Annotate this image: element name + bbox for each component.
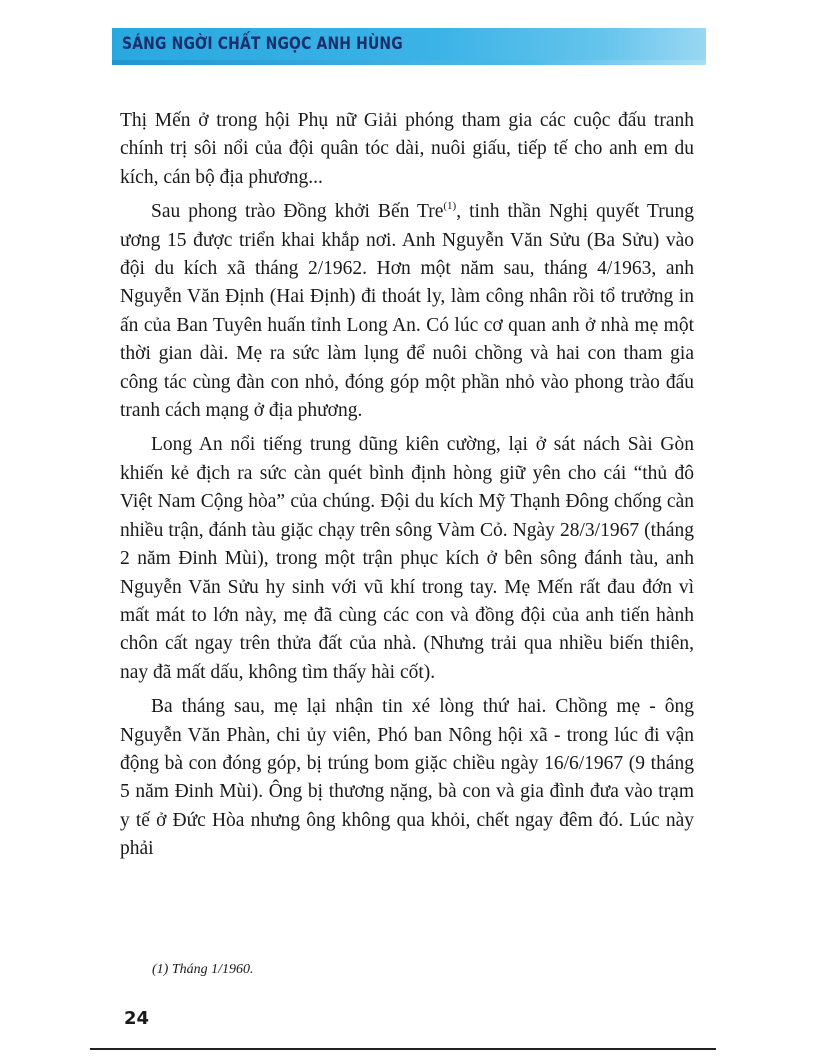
paragraph-ba-thang-sau: Ba tháng sau, mẹ lại nhận tin xé lòng thứ hai. Chồng mẹ - ông Nguyễn Văn Phàn, chi ủy viên, Phó ban Nông hội xã - trong lúc đi vận động bà con đóng góp, bị trúng bom giặc chiều ngày 16/6/1967 (9 tháng 5 năm Đinh Mùi). Ông bị thương nặng, bà con và gia đình đưa vào trạm y tế ở Đức Hòa nhưng ông không qua khỏi, chết ngay đêm đó. Lúc này phải [120,696,694,860]
paragraph-text: , tinh thần Nghị quyết Trung ương 15 được triển khai khắp nơi. Anh Nguyễn Văn Sửu (Ba Sửu) vào đội du kích xã tháng 2/1962. Hơn một năm sau, tháng 4/1963, anh Nguyễn Văn Định (Hai Định) đi thoát ly, làm công nhân rồi tổ trưởng in ấn của Ban Tuyên huấn tỉnh Long An. Có lúc cơ quan anh ở nhà mẹ một thời gian dài. Mẹ ra sức làm lụng để nuôi chồng và hai con tham gia công tác cùng đàn con nhỏ, đóng góp một phần nhỏ vào phong trào đấu tranh cách mạng ở địa phương. [120,201,694,422]
page-number: 24 [124,1008,150,1029]
running-header-title: SÁNG NGỜI CHẤT NGỌC ANH HÙNG [122,34,403,54]
running-header-band [112,28,706,62]
paragraph-continuation: Thị Mến ở trong hội Phụ nữ Giải phóng tham gia các cuộc đấu tranh chính trị sôi nổi của đội quân tóc dài, nuôi giấu, tiếp tế cho anh em du kích, cán bộ địa phương... [120,110,694,188]
bottom-rule [90,1048,716,1050]
footnote: (1) Tháng 1/1960. [152,962,254,977]
paragraph-dong-khoi [120,198,694,425]
footnote-marker: (1) [443,200,457,213]
paragraph-long-an: Long An nổi tiếng trung dũng kiên cường, lại ở sát nách Sài Gòn khiến kẻ địch ra sức càn quét bình định hòng giữ yên cho cái “thủ đô Việt Nam Cộng hòa” của chúng. Đội du kích Mỹ Thạnh Đông chống càn nhiều trận, đánh tàu giặc chạy trên sông Vàm Cỏ. Ngày 28/3/1967 (tháng 2 năm Đinh Mùi), trong một trận phục kích ở bên sông đánh tàu, anh Nguyễn Văn Sửu hy sinh với vũ khí trong tay. Mẹ Mến rất đau đớn vì mất mát to lớn này, mẹ đã cùng các con và đồng đội của anh tiến hành chôn cất ngay trên thửa đất của nhà. (Nhưng trải qua nhiều biến thiên, nay đã mất dấu, không tìm thấy hài cốt). [120,434,694,683]
paragraph-text: Sau phong trào Đồng khởi Bến Tre [151,201,444,223]
page-body [120,107,694,864]
